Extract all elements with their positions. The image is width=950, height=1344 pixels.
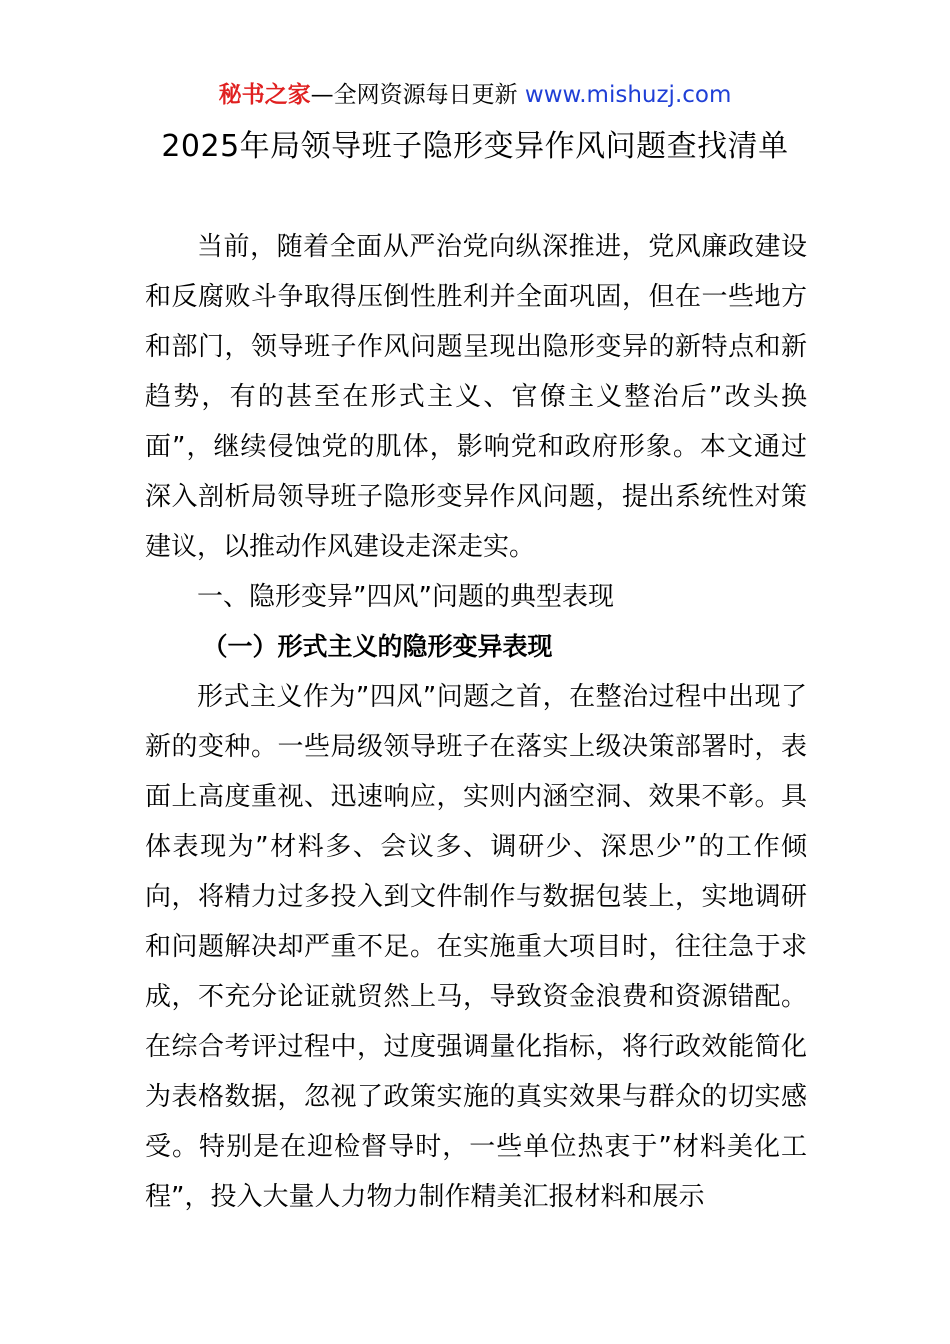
body-paragraph: 形式主义作为”四风”问题之首，在整治过程中出现了新的变种。一些局级领导班子在落实上级决策部署时，表面上高度重视、迅速响应，实则内涵空洞、效果不彰。具体表现为”材料多、会议多、调研少、深思少”的工作倾向，将精力过多投入到文件制作与数据包装上，实地调研和问题解决却严重不足。在实施重大项目时，往往急于求成，不充分论证就贸然上马，导致资金浪费和资源错配。在综合考评过程中，过度强调量化指标，将行政效能简化为表格数据，忽视了政策实施的真实效果与群众的切实感受。特别是在迎检督导时，一些单位热衷于”材料美化工程”，投入大量人力物力制作精美汇报材料和展示	[145, 682, 807, 1212]
site-header	[0, 78, 950, 112]
section-heading: 一、隐形变异”四风”问题的典型表现	[197, 582, 614, 612]
subsection-heading: （一）形式主义的隐形变异表现	[202, 632, 553, 661]
document-title: 2025年局领导班子隐形变异作风问题查找清单	[161, 129, 789, 164]
site-url-link[interactable]: www.mishuzj.com	[524, 82, 732, 108]
document-body	[145, 222, 807, 1222]
brand-name: 秘书之家	[218, 82, 311, 108]
intro-paragraph: 当前，随着全面从严治党向纵深推进，党风廉政建设和反腐败斗争取得压倒性胜利并全面巩固，但在一些地方和部门，领导班子作风问题呈现出隐形变异的新特点和新趋势，有的甚至在形式主义、官僚主义整治后”改头换面”，继续侵蚀党的肌体，影响党和政府形象。本文通过深入剖析局领导班子隐形变异作风问题，提出系统性对策建议，以推动作风建设走深走实。	[145, 232, 807, 562]
header-tagline: —全网资源每日更新	[310, 82, 525, 108]
